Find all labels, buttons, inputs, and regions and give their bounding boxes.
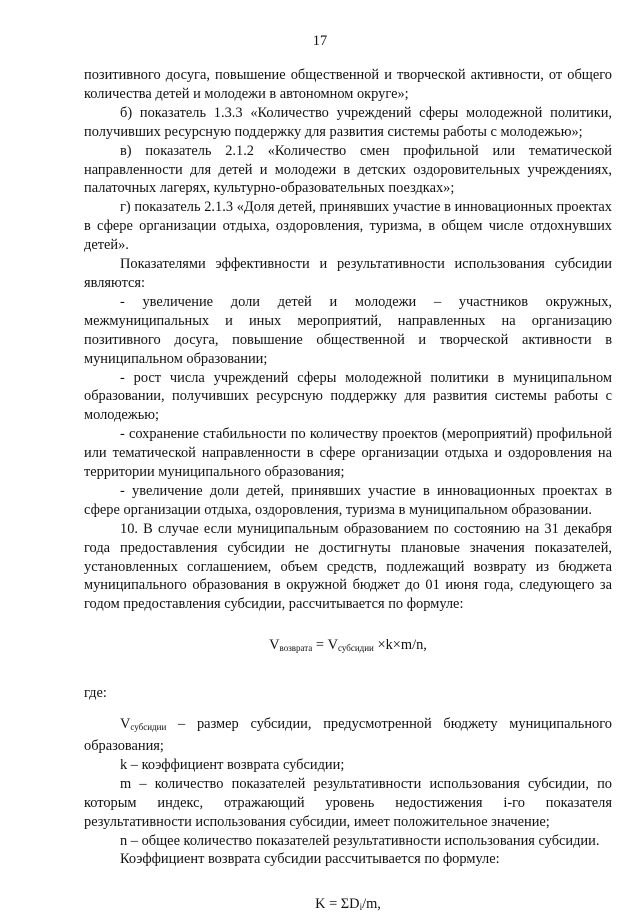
paragraph-coefficient-intro: Коэффициент возврата субсидии рассчитывается по формуле:	[120, 851, 500, 868]
formula-sub-refund: возврата	[279, 643, 313, 654]
definition-m: m – количество показателей результативности использования субсидии, по которым индекс, отражающий уровень недостижения i-го показателя результативности использования субсидии, имеет положительное значение;	[84, 775, 612, 830]
formula-sub-subsidy: субсидии	[338, 643, 374, 654]
formula-v-symbol: V	[269, 637, 280, 654]
formula-refund	[84, 636, 612, 658]
paragraph-indicator-g: г) показатель 2.1.3 «Доля детей, принявших участие в инновационных проектах в сфере организации отдыха, оздоровления, туризма, в общем числе отдохнувших детей».	[84, 199, 612, 254]
paragraph-efficiency-intro: Показателями эффективности и результативности использования субсидии являются:	[84, 256, 612, 291]
formula-v-symbol-2: V	[327, 637, 339, 654]
definition-v-subsidy	[84, 715, 612, 756]
definition-n: n – общее количество показателей результативности использования субсидии.	[120, 832, 600, 849]
document-body	[84, 66, 612, 917]
formula2-sub: i	[359, 902, 363, 913]
page-number: 17	[312, 33, 328, 49]
paragraph-indicator-v: в) показатель 2.1.2 «Количество смен профильной или тематической направленности для детей и молодежи в детских оздоровительных учреждениях, палаточных лагерях, культурно-образовательных поездках»;	[84, 142, 612, 197]
paragraph-section-10: 10. В случае если муниципальным образованием по состоянию на 31 декабря года предоставления субсидии не достигнуты плановые значения показателей, установленных соглашением, объем средств, подлежащий возврату из бюджета муниципального образования в окружной бюджет до 01 июня года, следующего за годом предоставления субсидии, рассчитывается по формуле:	[84, 520, 612, 613]
list-item-innovation-share: - увеличение доли детей, принявших участие в инновационных проектах в сфере организации отдыха, оздоровления, туризма в муниципальном образовании.	[84, 482, 612, 518]
definition-v-text: – размер субсидии, предусмотренной бюджету муниципального образования;	[84, 716, 612, 754]
paragraph-indicator-b: б) показатель 1.3.3 «Количество учреждений сферы молодежной политики, получивших ресурсную поддержку для развития системы работы с молодежью»;	[84, 104, 612, 140]
definition-v-symbol: V	[120, 716, 131, 733]
list-item-share-growth: - увеличение доли детей и молодежи – участников окружных, межмуниципальных и иных мероприятий, направленных на организацию позитивного досуга, повышение общественной и творческой активности в муниципальном образовании;	[84, 293, 612, 367]
where-label: где:	[84, 685, 107, 702]
formula-coefficient	[84, 895, 612, 917]
formula-equals: =	[312, 637, 328, 654]
formula2-rest: /m,	[362, 896, 381, 913]
list-item-projects-stability: - сохранение стабильности по количеству проектов (мероприятий) профильной или тематической направленности в сфере организации отдыха и оздоровления на территории муниципального образования;	[84, 426, 612, 481]
formula2-lhs: K = ΣD	[315, 896, 360, 913]
list-item-institutions-growth: - рост числа учреждений сферы молодежной политики в муниципальном образовании, получивших ресурсную поддержку для развития системы работы с молодежью;	[84, 369, 612, 424]
definition-v-sub: субсидии	[130, 722, 167, 733]
definition-k: k – коэффициент возврата субсидии;	[120, 756, 345, 773]
paragraph-continuation: позитивного досуга, повышение общественной и творческой активности, от общего количества детей и молодежи в автономном округе»;	[84, 67, 612, 102]
formula-rest: ×k×m/n,	[373, 637, 427, 654]
